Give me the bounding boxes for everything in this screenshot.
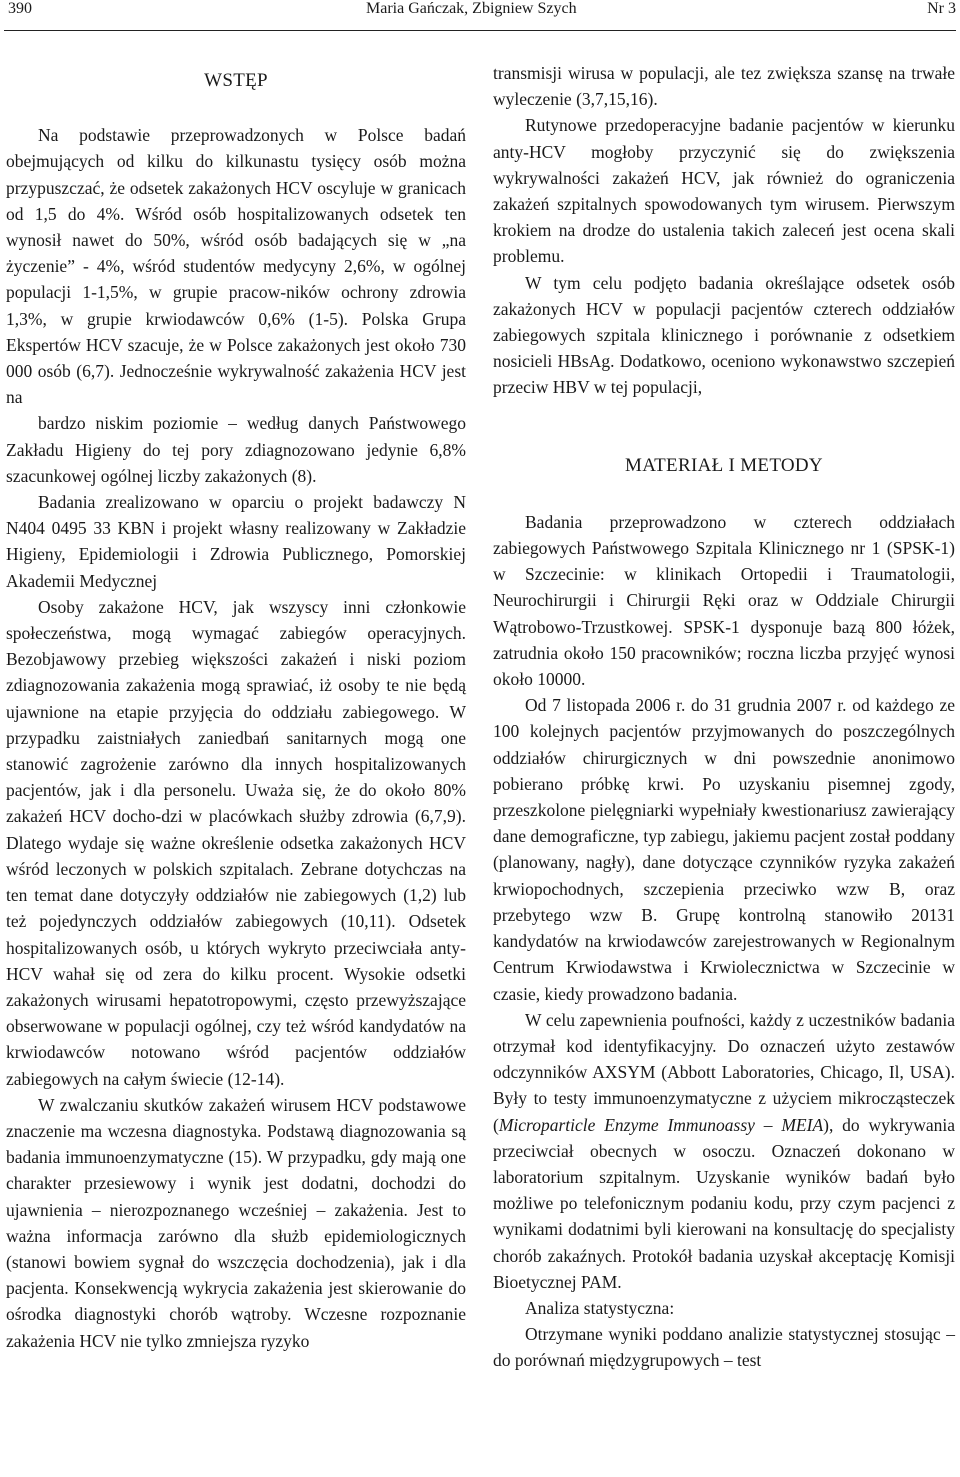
paragraph: W zwalczaniu skutków zakażeń wirusem HCV podstawowe znaczenie ma wczesna diagnostyka. Podstawą diagnozowania są badania immunoenzymatyczne (15). W przypadku, gdy mają one charakter przesiewowy i wynik jest dodatni, dochodzi do ujawnienia – nierozpoznanego wcześniej – zakażenia. Jest to ważna informacja zarówno dla służb epidemiologicznych (stanowi bowiem sygnał do wszczęcia dochodzenia), jak i dla pacjenta. Konsekwencją wykrycia zakażenia jest skierowanie do ośrodka diagnostyki chorób wątroby. Wczesne rozpoznanie zakażenia HCV nie tylko zmniejsza ryzyko — [6, 1094, 466, 1351]
section-heading-introduction: WSTĘP — [204, 70, 268, 91]
paragraph: Osoby zakażone HCV, jak wszyscy inni członkowie społeczeństwa, mogą wymagać zabiegów operacyjnych. Bezobjawowy przebieg większości zakażeń i niski poziom zdiagnozowania zakażenia mogą sprawiać, iż osoby te nie będą ujawnione na etapie przyjęcia do oddziału zabiegowego. W przypadku zaistniałych zaniedbań sanitarnych mogą one stanowić zagrożenie zarówno dla innych hospitalizowanych pacjentów, jak i dla personelu. Uważa się, że do około 80% zakażeń HCV docho-dzi w placówkach służby zdrowia (6,7,9). Dlatego wydaje się ważne określenie odsetka zakażonych HCV wśród leczonych w polskich szpitalach. Zebrane dotychczas na ten temat dane dotyczyły oddziałów nie zabiegowych (1,2) lub też pojedynczych oddziałów zabiegowych (10,11). Odsetek hospitalizowanych osób, u których wykryto przeciwciała anty-HCV wahał się od zera do kilku procent. Wysokie odsetki zakażonych wirusami hepatotropowymi, często przewyższające obserwowane w populacji ogólnej, czy też wśród kandydatów na krwiodawców notowano wśród pacjentów oddziałów zabiegowych na całym świecie (12-14). — [6, 596, 466, 1089]
paragraph: Badania przeprowadzono w czterech oddziałach zabiegowych Państwowego Szpitala Klinicznego nr 1 (SPSK-1) w Szczecinie: w klinikach Ortopedii i Traumatologii, Neurochirurgii i Chirurgii Ręki oraz w Oddziale Chirurgii Wątrobowo-Trzustkowej. SPSK-1 dysponuje bazą 800 łóżek, zatrudnia około 150 pracowników; roczna liczba przyjęć wynosi około 10000. — [493, 511, 955, 690]
paragraph-text: ), do wykrywania przeciwciał obecnych w osoczu. Oznaczeń dokonano w laboratorium szpitalnym. Uzyskanie wyników badań było możliwe po telefonicznym podaniu kodu, przy czym pacjenci z wynikami dodatnimi byli kierowani na konsultację do specjalisty chorób zakaźnych. Protokół badania uzyskał akceptację Komisji Bioetycznej PAM. — [493, 1114, 955, 1292]
paragraph: Otrzymane wyniki poddano analizie statystycznej stosując – do porównań międzygrupowych – test — [493, 1324, 955, 1371]
paragraph — [493, 1007, 955, 1295]
paragraph-text: W celu zapewnienia poufności, każdy z uczestników badania otrzymał kod identyfikacyjny. Do oznaczeń użyto zestawów odczynników AXSYM (Abbott Laboratories, Chicago, Il, USA). Były to testy immunoenzymatyczne z użyciem mikrocząsteczek ( — [493, 1009, 955, 1135]
italic-term: Microparticle Enzyme Immunoassy – MEIA — [498, 1114, 824, 1135]
right-column — [493, 60, 955, 1374]
paragraph: W tym celu podjęto badania określające odsetek osób zakażonych HCV w populacji pacjentów czterech oddziałów zabiegowych szpitala klinicznego i porównanie z odsetkiem nosicieli HBsAg. Dodatkowo, oceniono wykonawstwo szczepień przeciw HBV w tej populacji, — [493, 272, 955, 398]
paragraph: transmisji wirusa w populacji, ale tez zwiększa szansę na trwałe wyleczenie (3,7,15,16). — [493, 63, 955, 110]
running-header-authors: Maria Gańczak, Zbigniew Szych — [366, 0, 577, 17]
header-rule — [4, 30, 956, 31]
running-header — [0, 0, 960, 34]
left-column — [6, 60, 466, 1354]
paragraph: Badania zrealizowano w oparciu o projekt badawczy N N404 0495 33 KBN i projekt własny realizowany w Zakładzie Higieny, Epidemiologii i Zdrowia Publicznego, Pomorskiej Akademii Medycznej — [6, 492, 466, 591]
issue-number: Nr 3 — [927, 0, 956, 17]
section-heading-methods: MATERIAŁ I METODY — [625, 454, 823, 476]
subheading-statistics: Analiza statystyczna: — [525, 1297, 675, 1318]
page-number: 390 — [8, 0, 32, 17]
paragraph: Rutynowe przedoperacyjne badanie pacjentów w kierunku anty-HCV mogłoby przyczynić się do zwiększenia wykrywalności zakażeń HCV, jak również do ograniczenia zakażeń szpitalnych spowodowanych tym wirusem. Pierwszym krokiem na drodze do ustalenia takich zaleceń jest ocena skali problemu. — [493, 115, 955, 267]
paragraph: Od 7 listopada 2006 r. do 31 grudnia 2007 r. od każdego ze 100 kolejnych pacjentów przyjmowanych do poszczególnych oddziałów chirurgicznych w dni powszednie anonimowo pobierano próbkę krwi. Po uzyskaniu pisemnej zgody, przeszkolone pielęgniarki wypełniały kwestionariusz zawierający dane demograficzne, typ zabiegu, jakiemu pacjent został poddany (planowany, nagły), dane dotyczące czynników ryzyka zakażeń krwiopochodnych, szczepienia przeciwko wzw B, oraz przebytego wzw B. Grupę kontrolną stanowiło 20131 kandydatów na krwiodawców zarejestrowanych w Regionalnym Centrum Krwiodawstwa i Krwiolecznictwa w Szczecinie w czasie, kiedy prowadzono badania. — [493, 695, 955, 1004]
paragraph: bardzo niskim poziomie – według danych Państwowego Zakładu Higieny do tej pory zdiagnozowano jedynie 6,8% szacunkowej ogólnej liczby zakażonych (8). — [6, 413, 466, 486]
paragraph: Na podstawie przeprowadzonych w Polsce badań obejmujących od kilku do kilkunastu tysięcy osób można przypuszczać, że odsetek zakażonych HCV oscyluje w granicach od 1,5 do 4%. Wśród osób hospitalizowanych odsetek ten wynosił nawet do 50%, wśród osób badających się w „na życzenie” - 4%, wśród studentów medycyny 2,6%, w ogólnej populacji 1-1,5%, w grupie pracow-ników ochrony zdrowia 1,3%, w grupie krwiodawców 0,6% (1-5). Polska Grupa Ekspertów HCV szacuje, że w Polsce zakażonych jest około 730 000 osób (6,7). Jednocześnie wykrywalność zakażenia HCV jest na — [6, 125, 466, 408]
